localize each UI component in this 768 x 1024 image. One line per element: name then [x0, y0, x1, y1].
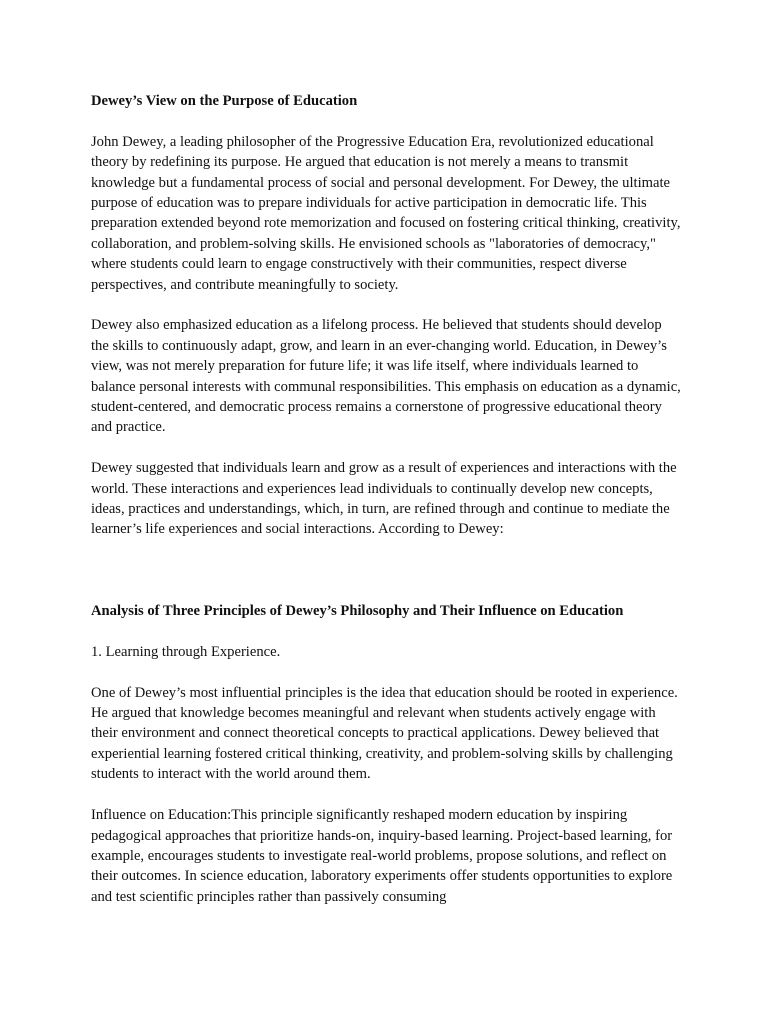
subheading-learning-through-experience: 1. Learning through Experience. [91, 643, 281, 660]
section-heading-three-principles: Analysis of Three Principles of Dewey’s Philosophy and Their Influence on Education [91, 603, 624, 620]
paragraph-lifelong-process: Dewey also emphasized education as a lifelong process. He believed that students should develop the skills to continuously adapt, grow, and learn in an ever-changing world. Education, in Dewey’s view, was not merely preparation for future life; it was life itself, where individuals learned to balance personal interests with communal responsibilities. This emphasis on education as a dynamic, student-centered, and democratic process remains a cornerstone of progressive educational theory and practice. [91, 317, 681, 436]
paragraph-dewey-intro: John Dewey, a leading philosopher of the Progressive Education Era, revolutionized educational theory by redefining its purpose. He argued that education is not merely a means to transmit knowledge but a fundamental process of social and personal development. For Dewey, the ultimate purpose of education was to prepare individuals for active participation in democratic life. This preparation extended beyond rote memorization and focused on fostering critical thinking, creativity, collaboration, and problem-solving skills. He envisioned schools as "laboratories of democracy," where students could learn to engage constructively with their communities, respect diverse perspectives, and contribute meaningfully to society. [91, 133, 681, 293]
section-heading-purpose: Dewey’s View on the Purpose of Education [91, 93, 358, 109]
paragraph-experience-principle: One of Dewey’s most influential principles is the idea that education should be rooted in experience. He argued that knowledge becomes meaningful and relevant when students actively engage with their environment and connect theoretical concepts to practical applications. Dewey believed that experiential learning fostered critical thinking, creativity, and problem-solving skills by challenging students to interact with the world around them. [91, 684, 678, 783]
document-page [91, 91, 681, 907]
paragraph-experiences-interactions: Dewey suggested that individuals learn and grow as a result of experiences and interactions with the world. These interactions and experiences lead individuals to continually develop new concepts, ideas, practices and understandings, which, in turn, are refined through and continue to mediate the learner’s life experiences and social interactions. According to Dewey: [91, 460, 677, 538]
paragraph-influence-on-education: Influence on Education:This principle significantly reshaped modern education by inspiring pedagogical approaches that prioritize hands-on, inquiry-based learning. Project-based learning, for example, encourages students to investigate real-world problems, propose solutions, and reflect on their outcomes. In science education, laboratory experiments offer students opportunities to explore and test scientific principles rather than passively consuming [91, 807, 673, 905]
